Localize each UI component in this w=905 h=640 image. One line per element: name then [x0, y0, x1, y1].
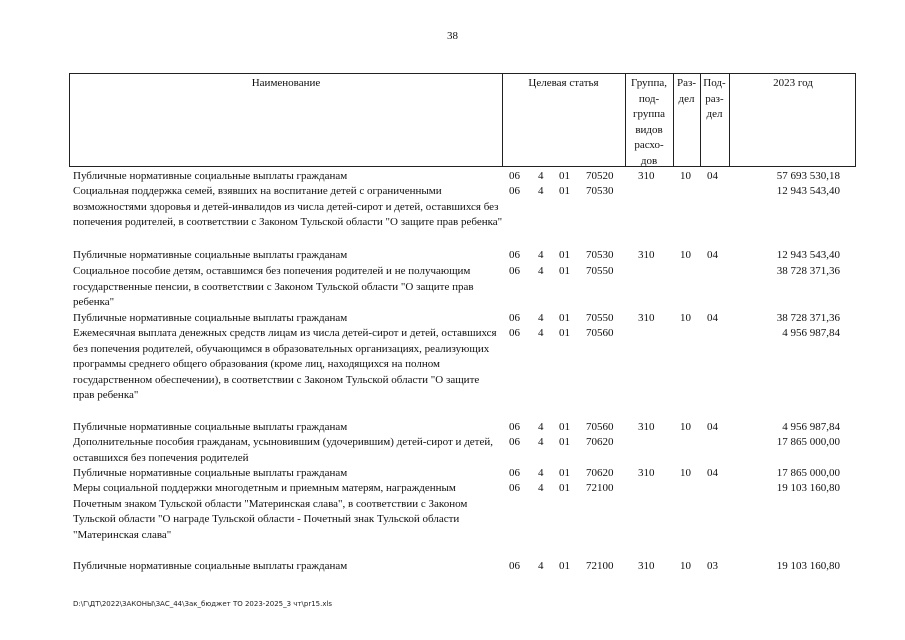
cell-subsection: 04 — [707, 467, 718, 479]
cell-c3: 01 — [559, 560, 570, 572]
cell-c1: 06 — [509, 467, 520, 479]
cell-c3: 01 — [559, 327, 570, 339]
header-section: Раз- дел — [676, 77, 696, 105]
cell-c3: 01 — [559, 265, 570, 277]
header-name: Наименование — [251, 77, 321, 89]
cell-c1: 06 — [509, 265, 520, 277]
cell-section: 10 — [680, 560, 691, 572]
row-name: Публичные нормативные социальные выплаты гражданам — [73, 249, 348, 261]
cell-c4: 70530 — [586, 185, 614, 197]
row-name: Публичные нормативные социальные выплаты гражданам — [73, 170, 348, 182]
cell-subsection: 04 — [707, 249, 718, 261]
cell-group: 310 — [638, 312, 655, 324]
table-header — [69, 73, 856, 167]
cell-c4: 70620 — [586, 436, 614, 448]
cell-c4: 72100 — [586, 482, 614, 494]
cell-c4: 72100 — [586, 560, 614, 572]
row-name: Публичные нормативные социальные выплаты гражданам — [73, 421, 348, 433]
cell-section: 10 — [680, 467, 691, 479]
cell-c4: 70520 — [586, 170, 614, 182]
cell-c4: 70620 — [586, 467, 614, 479]
cell-c4: 70550 — [586, 312, 614, 324]
cell-c1: 06 — [509, 249, 520, 261]
cell-amount: 17 865 000,00 — [776, 436, 840, 448]
row-name: Дополнительные пособия гражданам, усыновившим (удочерившим) детей-сирот и детей, оставшихся без попечения родителей — [73, 436, 494, 464]
cell-c3: 01 — [559, 312, 570, 324]
cell-c1: 06 — [509, 482, 520, 494]
cell-c2: 4 — [538, 560, 544, 572]
cell-c2: 4 — [538, 312, 544, 324]
cell-section: 10 — [680, 249, 691, 261]
cell-group: 310 — [638, 170, 655, 182]
cell-amount: 19 103 160,80 — [776, 560, 840, 572]
cell-amount: 12 943 543,40 — [776, 249, 840, 261]
header-group: Группа, под- группа видов расхо- дов — [631, 77, 667, 167]
row-name: Социальная поддержка семей, взявших на воспитание детей с ограниченными возможностями здоровья и детей-инвалидов из числа детей-сирот и детей, оставшихся без попечения родителей, в соответствии с Законом Тульской области "О защите прав ребенка" — [73, 185, 503, 228]
cell-amount: 38 728 371,36 — [776, 265, 840, 277]
cell-c3: 01 — [559, 436, 570, 448]
row-name: Ежемесячная выплата денежных средств лицам из числа детей-сирот и детей, оставшихся без попечения родителей, обучающимся в образовательных организациях, реализующих программы среднего общего образования (кроме лиц, находящихся на полном государственном обеспечении), в соответствии с Законом Тульской области "О защите прав ребенка" — [73, 327, 497, 401]
cell-c3: 01 — [559, 421, 570, 433]
cell-subsection: 04 — [707, 421, 718, 433]
cell-amount: 4 956 987,84 — [782, 421, 840, 433]
cell-c2: 4 — [538, 467, 544, 479]
cell-c1: 06 — [509, 312, 520, 324]
cell-c1: 06 — [509, 436, 520, 448]
cell-subsection: 04 — [707, 170, 718, 182]
header-year: 2023 год — [773, 77, 813, 89]
cell-group: 310 — [638, 421, 655, 433]
cell-section: 10 — [680, 312, 691, 324]
cell-section: 10 — [680, 421, 691, 433]
row-name: Публичные нормативные социальные выплаты гражданам — [73, 312, 348, 324]
cell-c2: 4 — [538, 185, 544, 197]
cell-c2: 4 — [538, 327, 544, 339]
cell-c4: 70550 — [586, 265, 614, 277]
cell-c1: 06 — [509, 327, 520, 339]
cell-c2: 4 — [538, 421, 544, 433]
row-name: Публичные нормативные социальные выплаты гражданам — [73, 467, 348, 479]
page-number: 38 — [447, 30, 458, 42]
cell-c4: 70560 — [586, 327, 614, 339]
row-name: Социальное пособие детям, оставшимся без попечения родителей и не получающим государственные пенсии, в соответствии с Законом Тульской области "О защите прав ребенка" — [73, 265, 474, 308]
cell-amount: 17 865 000,00 — [776, 467, 840, 479]
cell-amount: 57 693 530,18 — [776, 170, 840, 182]
cell-c3: 01 — [559, 467, 570, 479]
cell-c3: 01 — [559, 185, 570, 197]
cell-c4: 70530 — [586, 249, 614, 261]
budget-table — [69, 73, 856, 572]
cell-subsection: 03 — [707, 560, 718, 572]
row-name: Меры социальной поддержки многодетным и приемным матерям, награжденным Почетным знаком Тульской области "Материнская слава", в соответствии с Законом Тульской области "О награде Тульской области - Почетный знак Тульской области "Материнская слава" — [73, 482, 468, 541]
cell-group: 310 — [638, 249, 655, 261]
cell-c2: 4 — [538, 482, 544, 494]
cell-amount: 12 943 543,40 — [776, 185, 840, 197]
row-name: Публичные нормативные социальные выплаты гражданам — [73, 560, 348, 572]
cell-c1: 06 — [509, 421, 520, 433]
header-target: Целевая статья — [528, 77, 599, 89]
cell-c2: 4 — [538, 249, 544, 261]
cell-c3: 01 — [559, 482, 570, 494]
cell-c1: 06 — [509, 170, 520, 182]
cell-c3: 01 — [559, 249, 570, 261]
cell-amount: 4 956 987,84 — [782, 327, 840, 339]
cell-c2: 4 — [538, 170, 544, 182]
header-subsection: Под- раз- дел — [703, 77, 726, 120]
cell-c2: 4 — [538, 436, 544, 448]
cell-amount: 38 728 371,36 — [776, 312, 840, 324]
cell-c4: 70560 — [586, 421, 614, 433]
cell-group: 310 — [638, 467, 655, 479]
cell-section: 10 — [680, 170, 691, 182]
cell-c1: 06 — [509, 560, 520, 572]
cell-amount: 19 103 160,80 — [776, 482, 840, 494]
cell-c2: 4 — [538, 265, 544, 277]
cell-subsection: 04 — [707, 312, 718, 324]
footer-file-path: D:\Г\ДТ\2022\ЗАКОНЫ\ЗАС_44\Зак_бюджет ТО 2023-2025_3 чт\pr15.xls — [73, 600, 333, 608]
cell-group: 310 — [638, 560, 655, 572]
cell-c1: 06 — [509, 185, 520, 197]
cell-c3: 01 — [559, 170, 570, 182]
